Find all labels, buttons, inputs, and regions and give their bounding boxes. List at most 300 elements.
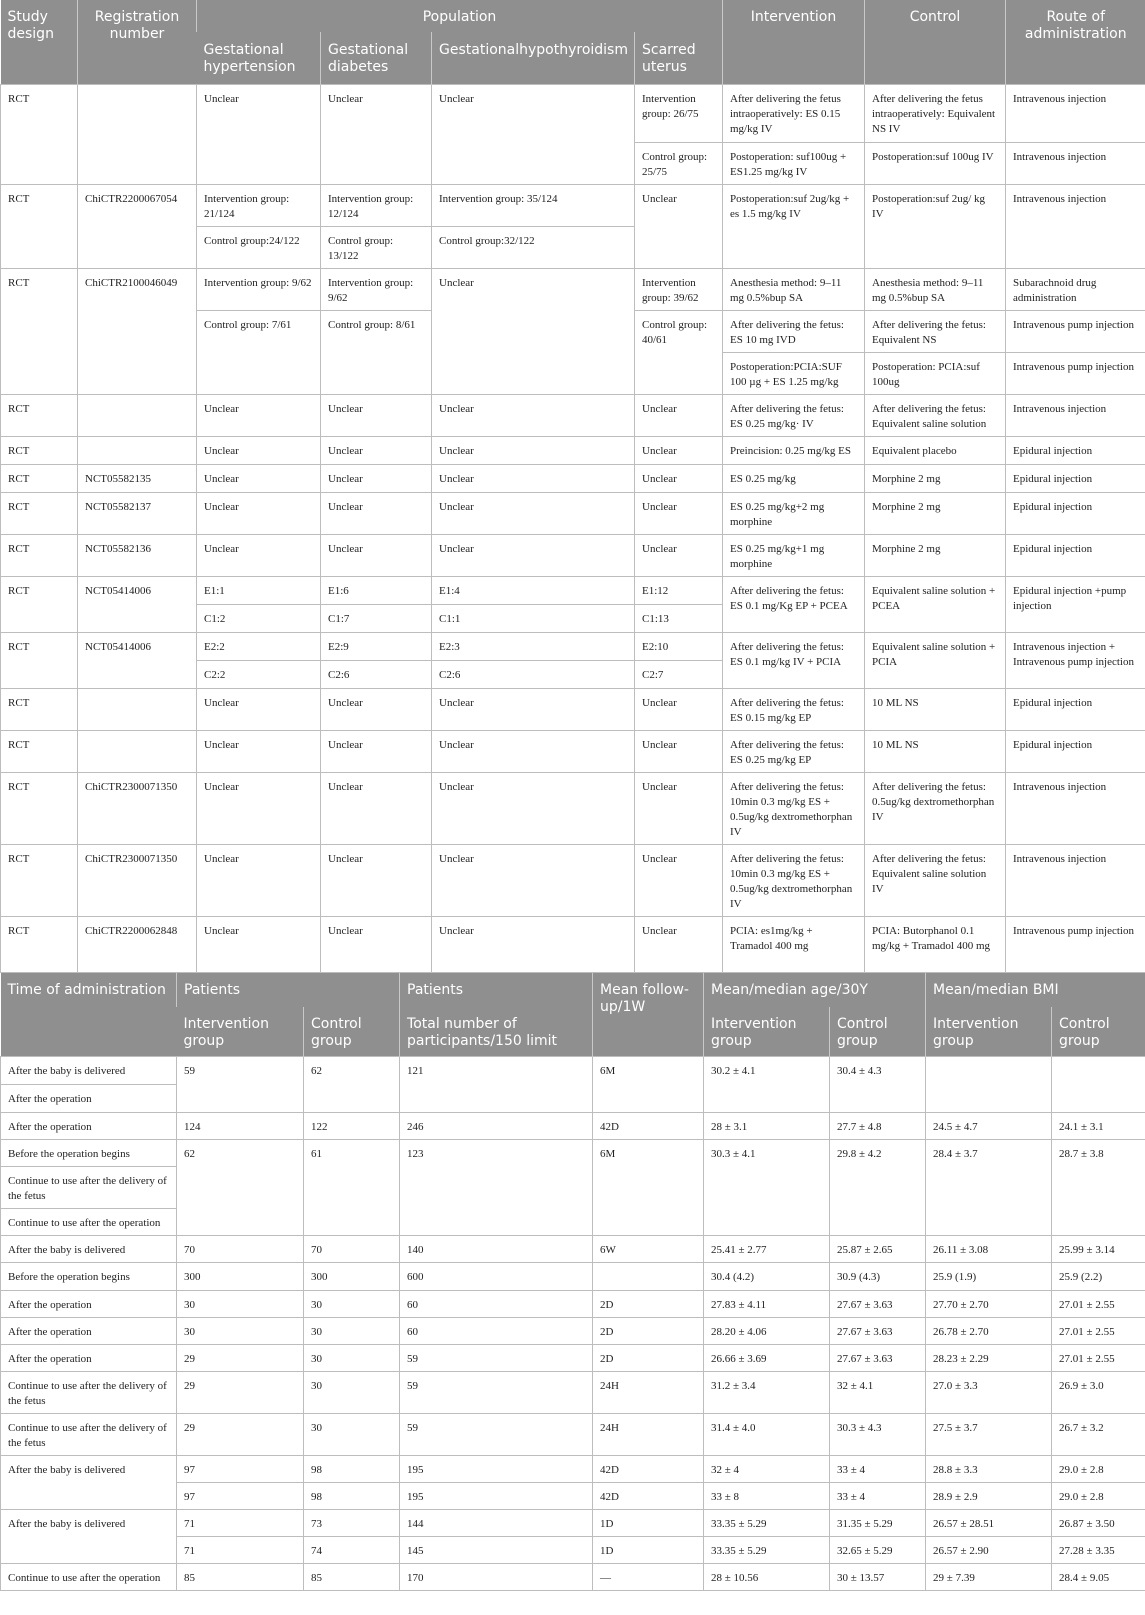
cell: 26.78 ± 2.70 [926, 1318, 1052, 1345]
cell: Unclear [432, 916, 635, 972]
cell: 29 [177, 1414, 304, 1456]
cell: Unclear [635, 184, 723, 268]
cell: Unclear [321, 534, 432, 576]
cell: Epidural injection [1006, 730, 1145, 772]
header-bmi-intervention-group: Intervention group [926, 1007, 1052, 1057]
cell: Before the operation begins [1, 1263, 177, 1291]
cell: 30.3 ± 4.3 [830, 1414, 926, 1456]
cell: NCT05414006 [78, 632, 197, 688]
cell: 28.9 ± 2.9 [926, 1483, 1052, 1510]
cell: ChiCTR2200062848 [78, 916, 197, 972]
cell: 74 [304, 1537, 400, 1564]
cell: 144 [400, 1510, 593, 1537]
cell: 62 [304, 1057, 400, 1113]
header-intervention-group: Intervention group [177, 1007, 304, 1057]
cell: 600 [400, 1263, 593, 1291]
cell: 30.9 (4.3) [830, 1263, 926, 1291]
cell: 28.8 ± 3.3 [926, 1456, 1052, 1483]
cell: 30.4 ± 4.3 [830, 1057, 926, 1113]
cell: After delivering the fetus: 10min 0.3 mg/kg ES + 0.5ug/kg dextromethorphan IV [723, 772, 865, 844]
cell [593, 1263, 704, 1291]
cell: Unclear [197, 730, 321, 772]
cell: C1:1 [432, 604, 635, 632]
cell: Postoperation: PCIA:suf 100ug [865, 352, 1006, 394]
header-bmi-control-group: Control group [1052, 1007, 1145, 1057]
cell [926, 1057, 1052, 1113]
cell: Preincision: 0.25 mg/kg ES [723, 436, 865, 464]
cell: 170 [400, 1564, 593, 1591]
cell: 71 [177, 1537, 304, 1564]
cell: After the operation [1, 1113, 177, 1140]
cell: ChiCTR2200067054 [78, 184, 197, 268]
header-gestational-hypertension: Gestational hypertension [197, 32, 321, 84]
cell: 30 [304, 1414, 400, 1456]
cell: After delivering the fetus: 10min 0.3 mg/kg ES + 0.5ug/kg dextromethorphan IV [723, 844, 865, 916]
cell: RCT [1, 492, 78, 534]
cell: 25.9 (2.2) [1052, 1263, 1145, 1291]
cell: 195 [400, 1483, 593, 1510]
cell: 27.01 ± 2.55 [1052, 1345, 1145, 1372]
cell: 123 [400, 1140, 593, 1236]
cell: Unclear [321, 916, 432, 972]
cell: 27.83 ± 4.11 [704, 1291, 830, 1318]
cell: ChiCTR2300071350 [78, 844, 197, 916]
cell: 27.5 ± 3.7 [926, 1414, 1052, 1456]
cell: 26.11 ± 3.08 [926, 1236, 1052, 1263]
cell: Unclear [321, 464, 432, 492]
cell: Intravenous injection [1006, 772, 1145, 844]
cell: Unclear [321, 730, 432, 772]
cell: After delivering the fetus: ES 0.25 mg/kg EP [723, 730, 865, 772]
header-population: Population [197, 0, 723, 32]
cell: 27.28 ± 3.35 [1052, 1537, 1145, 1564]
cell: 97 [177, 1456, 304, 1483]
cell: 26.66 ± 3.69 [704, 1345, 830, 1372]
cell: ES 0.25 mg/kg [723, 464, 865, 492]
cell: 29.8 ± 4.2 [830, 1140, 926, 1236]
cell: RCT [1, 534, 78, 576]
cell: 26.87 ± 3.50 [1052, 1510, 1145, 1537]
cell: Unclear [635, 534, 723, 576]
cell: Anesthesia method: 9–11 mg 0.5%bup SA [723, 268, 865, 310]
cell: 33.35 ± 5.29 [704, 1537, 830, 1564]
cell: 26.7 ± 3.2 [1052, 1414, 1145, 1456]
cell: Unclear [321, 394, 432, 436]
cell: 85 [177, 1564, 304, 1591]
header-control: Control [865, 0, 1006, 84]
cell: 29.0 ± 2.8 [1052, 1456, 1145, 1483]
cell: RCT [1, 772, 78, 844]
cell: After the baby is delivered [1, 1510, 177, 1564]
cell: After the baby is delivered [1, 1456, 177, 1510]
cell: Morphine 2 mg [865, 534, 1006, 576]
cell: Unclear [432, 436, 635, 464]
cell: E2:3 [432, 632, 635, 660]
header-route: Route of administration [1006, 0, 1145, 84]
cell: 24H [593, 1414, 704, 1456]
cell: 24.5 ± 4.7 [926, 1113, 1052, 1140]
cell: Subarachnoid drug administration [1006, 268, 1145, 310]
cell: RCT [1, 688, 78, 730]
cell: Postoperation:suf 2ug/ kg IV [865, 184, 1006, 268]
cell: Unclear [197, 772, 321, 844]
cell: 42D [593, 1113, 704, 1140]
cell: 1D [593, 1537, 704, 1564]
cell: Unclear [635, 730, 723, 772]
cell [78, 436, 197, 464]
cell: 98 [304, 1456, 400, 1483]
cell: Continue to use after the delivery of the fetus [1, 1372, 177, 1414]
header-intervention: Intervention [723, 0, 865, 84]
header-mean-bmi: Mean/median BMI [926, 973, 1145, 1007]
cell: 59 [400, 1372, 593, 1414]
cell: Unclear [635, 844, 723, 916]
cell: Unclear [197, 464, 321, 492]
cell: Unclear [321, 772, 432, 844]
cell: 28.4 ± 3.7 [926, 1140, 1052, 1236]
cell: E2:10 [635, 632, 723, 660]
cell: After delivering the fetus: Equivalent saline solution [865, 394, 1006, 436]
cell: 60 [400, 1318, 593, 1345]
cell: 33 ± 4 [830, 1483, 926, 1510]
cell: 61 [304, 1140, 400, 1236]
cell: 30 [304, 1291, 400, 1318]
cell: 62 [177, 1140, 304, 1236]
cell: Equivalent saline solution + PCIA [865, 632, 1006, 688]
cell: 25.9 (1.9) [926, 1263, 1052, 1291]
cell: Unclear [635, 464, 723, 492]
cell: 70 [304, 1236, 400, 1263]
cell: Control group: 40/61 [635, 310, 723, 394]
cell: 28.20 ± 4.06 [704, 1318, 830, 1345]
header-age-intervention-group: Intervention group [704, 1007, 830, 1057]
cell: After the baby is delivered [1, 1057, 177, 1085]
cell: Unclear [432, 394, 635, 436]
cell: RCT [1, 394, 78, 436]
cell: 59 [177, 1057, 304, 1113]
header-patients: Patients [177, 973, 400, 1007]
cell: 30 [177, 1318, 304, 1345]
cell: Intervention group: 21/124 [197, 184, 321, 226]
cell: ChiCTR2300071350 [78, 772, 197, 844]
cell: Unclear [635, 916, 723, 972]
cell: 98 [304, 1483, 400, 1510]
cell: 70 [177, 1236, 304, 1263]
cell: 27.01 ± 2.55 [1052, 1318, 1145, 1345]
cell: 30 ± 13.57 [830, 1564, 926, 1591]
cell: 25.99 ± 3.14 [1052, 1236, 1145, 1263]
cell: 246 [400, 1113, 593, 1140]
cell: 31.4 ± 4.0 [704, 1414, 830, 1456]
cell: Intravenous injection [1006, 84, 1145, 142]
cell: Intervention group: 26/75 [635, 84, 723, 142]
cell: Unclear [197, 688, 321, 730]
cell: After delivering the fetus: ES 0.25 mg/kg· IV [723, 394, 865, 436]
cell: 27.67 ± 3.63 [830, 1318, 926, 1345]
cell: PCIA: Butorphanol 0.1 mg/kg + Tramadol 400 mg [865, 916, 1006, 972]
cell: 145 [400, 1537, 593, 1564]
header-time-of-administration: Time of administration [1, 973, 177, 1057]
cell: Epidural injection +pump injection [1006, 576, 1145, 632]
cell: Control group:32/122 [432, 226, 635, 268]
cell [1052, 1057, 1145, 1113]
cell: 27.70 ± 2.70 [926, 1291, 1052, 1318]
cell: Control group: 8/61 [321, 310, 432, 394]
header-age-control-group: Control group [830, 1007, 926, 1057]
cell: Intravenous injection [1006, 184, 1145, 268]
cell: 30 [304, 1372, 400, 1414]
cell: Epidural injection [1006, 436, 1145, 464]
cell: 140 [400, 1236, 593, 1263]
cell: 32 ± 4 [704, 1456, 830, 1483]
cell: After delivering the fetus: ES 0.15 mg/kg EP [723, 688, 865, 730]
cell: Intervention group: 39/62 [635, 268, 723, 310]
cell: 29 [177, 1345, 304, 1372]
cell: 300 [177, 1263, 304, 1291]
cell: Postoperation:PCIA:SUF 100 µg + ES 1.25 mg/kg [723, 352, 865, 394]
cell: 31.2 ± 3.4 [704, 1372, 830, 1414]
cell: 6M [593, 1140, 704, 1236]
cell: 42D [593, 1483, 704, 1510]
cell: E1:1 [197, 576, 321, 604]
cell: 28 ± 3.1 [704, 1113, 830, 1140]
cell: 27.0 ± 3.3 [926, 1372, 1052, 1414]
cell: C2:2 [197, 660, 321, 688]
cell: 31.35 ± 5.29 [830, 1510, 926, 1537]
cell: Continue to use after the operation [1, 1209, 177, 1236]
cell: RCT [1, 576, 78, 632]
header-gestational-diabetes: Gestational diabetes [321, 32, 432, 84]
cell: 32.65 ± 5.29 [830, 1537, 926, 1564]
cell: C1:7 [321, 604, 432, 632]
cell: Equivalent placebo [865, 436, 1006, 464]
cell: Intravenous injection [1006, 142, 1145, 184]
cell: 30 [177, 1291, 304, 1318]
cell: After delivering the fetus intraoperatively: ES 0.15 mg/kg IV [723, 84, 865, 142]
cell: After the operation [1, 1318, 177, 1345]
cell: 26.57 ± 2.90 [926, 1537, 1052, 1564]
cell: 29.0 ± 2.8 [1052, 1483, 1145, 1510]
cell: — [593, 1564, 704, 1591]
cell: 121 [400, 1057, 593, 1113]
cell: Epidural injection [1006, 688, 1145, 730]
cell: After delivering the fetus intraoperatively: Equivalent NS IV [865, 84, 1006, 142]
cell: 30 [304, 1345, 400, 1372]
cell: NCT05582135 [78, 464, 197, 492]
cell: Epidural injection [1006, 464, 1145, 492]
cell: E1:6 [321, 576, 432, 604]
cell: Unclear [197, 844, 321, 916]
cell: 42D [593, 1456, 704, 1483]
cell: 33.35 ± 5.29 [704, 1510, 830, 1537]
cell: Unclear [635, 436, 723, 464]
cell: E2:9 [321, 632, 432, 660]
cell: 27.67 ± 3.63 [830, 1291, 926, 1318]
cell: Unclear [635, 772, 723, 844]
cell: After delivering the fetus: Equivalent NS [865, 310, 1006, 352]
cell: Epidural injection [1006, 492, 1145, 534]
cell: Equivalent saline solution + PCEA [865, 576, 1006, 632]
cell: 30.4 (4.2) [704, 1263, 830, 1291]
cell: E1:4 [432, 576, 635, 604]
cell: Intervention group: 12/124 [321, 184, 432, 226]
cell: RCT [1, 730, 78, 772]
header-scarred-uterus: Scarred uterus [635, 32, 723, 84]
cell: Control group: 7/61 [197, 310, 321, 394]
cell: 10 ML NS [865, 730, 1006, 772]
cell: PCIA: es1mg/kg + Tramadol 400 mg [723, 916, 865, 972]
cell: Unclear [432, 268, 635, 394]
cell: 71 [177, 1510, 304, 1537]
header-patients-total: Patients [400, 973, 593, 1007]
cell: 33 ± 4 [830, 1456, 926, 1483]
cell [78, 84, 197, 184]
cell: 1D [593, 1510, 704, 1537]
cell: 27.7 ± 4.8 [830, 1113, 926, 1140]
cell: E2:2 [197, 632, 321, 660]
cell: Unclear [197, 436, 321, 464]
cell: 26.9 ± 3.0 [1052, 1372, 1145, 1414]
cell: Intravenous injection [1006, 394, 1145, 436]
cell: Control group: 25/75 [635, 142, 723, 184]
cell: Unclear [432, 844, 635, 916]
cell: 30 [304, 1318, 400, 1345]
cell: 195 [400, 1456, 593, 1483]
cell: 32 ± 4.1 [830, 1372, 926, 1414]
cell: Unclear [321, 688, 432, 730]
cell: 25.41 ± 2.77 [704, 1236, 830, 1263]
cell: E1:12 [635, 576, 723, 604]
cell: 2D [593, 1291, 704, 1318]
header-control-group: Control group [304, 1007, 400, 1057]
cell: RCT [1, 632, 78, 688]
cell: Unclear [432, 464, 635, 492]
cell: 122 [304, 1113, 400, 1140]
cell: C2:6 [432, 660, 635, 688]
cell: ChiCTR2100046049 [78, 268, 197, 394]
cell: Unclear [321, 844, 432, 916]
cell: Unclear [197, 394, 321, 436]
cell: After delivering the fetus: ES 10 mg IVD [723, 310, 865, 352]
cell: 97 [177, 1483, 304, 1510]
cell: Intervention group: 9/62 [321, 268, 432, 310]
cell: Unclear [197, 534, 321, 576]
cell: RCT [1, 268, 78, 394]
header-mean-follow-up: Mean follow-up/1W [593, 973, 704, 1057]
cell: 6W [593, 1236, 704, 1263]
cell: 25.87 ± 2.65 [830, 1236, 926, 1263]
cell: 27.67 ± 3.63 [830, 1345, 926, 1372]
cell: 28.23 ± 2.29 [926, 1345, 1052, 1372]
cell: NCT05414006 [78, 576, 197, 632]
cell: Continue to use after the operation [1, 1564, 177, 1591]
cell: C1:13 [635, 604, 723, 632]
cell: Unclear [635, 492, 723, 534]
cell: Postoperation: suf100ug + ES1.25 mg/kg IV [723, 142, 865, 184]
cell: C2:6 [321, 660, 432, 688]
cell: 28.7 ± 3.8 [1052, 1140, 1145, 1236]
cell: 27.01 ± 2.55 [1052, 1291, 1145, 1318]
cell: 10 ML NS [865, 688, 1006, 730]
cell: 300 [304, 1263, 400, 1291]
cell: Unclear [635, 394, 723, 436]
cell: Morphine 2 mg [865, 492, 1006, 534]
cell: 29 ± 7.39 [926, 1564, 1052, 1591]
cell: 2D [593, 1318, 704, 1345]
cell: Continue to use after the delivery of the fetus [1, 1414, 177, 1456]
cell: NCT05582137 [78, 492, 197, 534]
cell: 124 [177, 1113, 304, 1140]
cell: Unclear [197, 84, 321, 184]
cell: Control group: 13/122 [321, 226, 432, 268]
cell: 2D [593, 1345, 704, 1372]
cell: Intervention group: 35/124 [432, 184, 635, 226]
cell: After the operation [1, 1345, 177, 1372]
cell [78, 688, 197, 730]
header-mean-age: Mean/median age/30Y [704, 973, 926, 1007]
cell: Intravenous injection + Intravenous pump injection [1006, 632, 1145, 688]
cell: 30.3 ± 4.1 [704, 1140, 830, 1236]
cell: 33 ± 8 [704, 1483, 830, 1510]
cell: Unclear [432, 772, 635, 844]
cell: 73 [304, 1510, 400, 1537]
cell: C2:7 [635, 660, 723, 688]
cell: Unclear [197, 916, 321, 972]
cell: Intravenous pump injection [1006, 916, 1145, 972]
cell: 6M [593, 1057, 704, 1113]
cell: After delivering the fetus: 0.5ug/kg dextromethorphan IV [865, 772, 1006, 844]
cell: Morphine 2 mg [865, 464, 1006, 492]
cell: Unclear [432, 534, 635, 576]
cell: Unclear [321, 492, 432, 534]
cell: ES 0.25 mg/kg+2 mg morphine [723, 492, 865, 534]
cell [78, 394, 197, 436]
cell: After the baby is delivered [1, 1236, 177, 1263]
cell: Intervention group: 9/62 [197, 268, 321, 310]
cell: RCT [1, 916, 78, 972]
cell: Unclear [432, 730, 635, 772]
cell: 28 ± 10.56 [704, 1564, 830, 1591]
cell: 59 [400, 1345, 593, 1372]
cell: 85 [304, 1564, 400, 1591]
cell: Unclear [432, 84, 635, 184]
cell: Control group:24/122 [197, 226, 321, 268]
cell: Anesthesia method: 9–11 mg 0.5%bup SA [865, 268, 1006, 310]
cell: After delivering the fetus: Equivalent saline solution IV [865, 844, 1006, 916]
cell: 28.4 ± 9.05 [1052, 1564, 1145, 1591]
cell: After the operation [1, 1291, 177, 1318]
cell: Postoperation:suf 2ug/kg + es 1.5 mg/kg IV [723, 184, 865, 268]
cell: After the operation [1, 1085, 177, 1113]
cell: Intravenous injection [1006, 844, 1145, 916]
cell: Epidural injection [1006, 534, 1145, 576]
cell: Continue to use after the delivery of the fetus [1, 1167, 177, 1209]
cell: RCT [1, 844, 78, 916]
cell: Unclear [432, 688, 635, 730]
header-study-design: Study design [1, 0, 78, 84]
cell: After delivering the fetus: ES 0.1 mg/Kg EP + PCEA [723, 576, 865, 632]
cell: NCT05582136 [78, 534, 197, 576]
cell: 29 [177, 1372, 304, 1414]
cell: Before the operation begins [1, 1140, 177, 1167]
cell: 30.2 ± 4.1 [704, 1057, 830, 1113]
cell: 26.57 ± 28.51 [926, 1510, 1052, 1537]
cell: RCT [1, 436, 78, 464]
cell: RCT [1, 84, 78, 184]
cell: After delivering the fetus: ES 0.1 mg/kg IV + PCIA [723, 632, 865, 688]
cell: Unclear [635, 688, 723, 730]
cell: C1:2 [197, 604, 321, 632]
